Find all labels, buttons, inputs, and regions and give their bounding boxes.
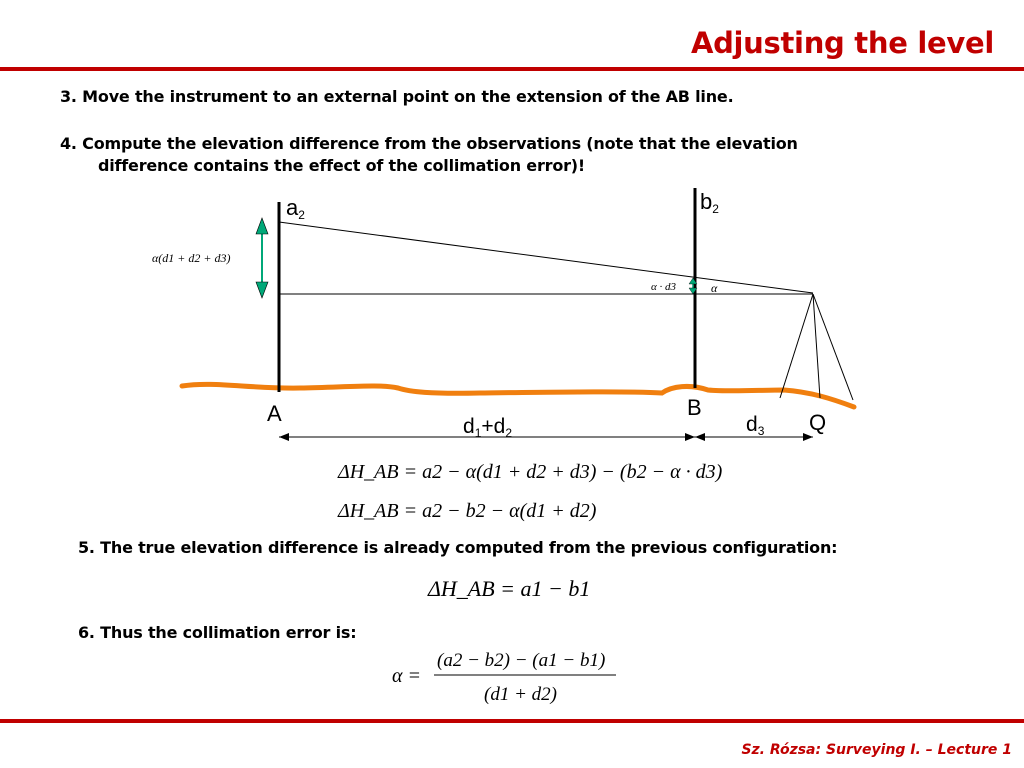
ground-line	[182, 384, 854, 407]
annotation-alpha: α	[711, 281, 718, 295]
label-b2: b2	[700, 189, 719, 216]
formula-elevation-simplified: ΔH_AB = a2 − b2 − α(d1 + d2)	[338, 500, 597, 522]
annotation-error-at-B: α · d3	[651, 281, 677, 293]
step-5-text: 5. The true elevation difference is already computed from the previous configuration:	[78, 538, 838, 557]
formula-elevation-observed: ΔH_AB = a2 − α(d1 + d2 + d3) − (b2 − α · d3)	[338, 461, 723, 483]
formula-alpha-numerator: (a2 − b2) − (a1 − b1)	[437, 650, 606, 671]
label-distance-d3: d3	[746, 413, 765, 438]
step-4-line-2: difference contains the effect of the collimation error)!	[98, 156, 586, 175]
label-point-B: B	[687, 395, 702, 420]
formula-true-elevation: ΔH_AB = a1 − b1	[428, 576, 591, 601]
step-3-text: 3. Move the instrument to an external point on the extension of the AB line.	[60, 87, 734, 106]
step-4-line-1: 4. Compute the elevation difference from the observations (note that the elevation	[60, 134, 798, 153]
footer-divider	[0, 719, 1024, 723]
label-point-A: A	[267, 401, 282, 426]
footer-text: Sz. Rózsa: Surveying I. – Lecture 1	[741, 742, 1012, 758]
annotation-total-error: α(d1 + d2 + d3)	[152, 251, 231, 265]
label-a2: a2	[286, 195, 305, 222]
error-arrow-A	[256, 218, 268, 298]
formula-alpha-lhs: α =	[392, 665, 421, 687]
slide-title: Adjusting the level	[690, 26, 994, 60]
formula-alpha-denominator: (d1 + d2)	[484, 684, 557, 705]
tripod-leg-left	[780, 294, 813, 398]
inclined-sight-line	[279, 222, 813, 293]
label-point-Q: Q	[809, 410, 827, 435]
label-distance-d1-d2: d1+d2	[463, 415, 513, 440]
step-6-text: 6. Thus the collimation error is:	[78, 623, 357, 642]
